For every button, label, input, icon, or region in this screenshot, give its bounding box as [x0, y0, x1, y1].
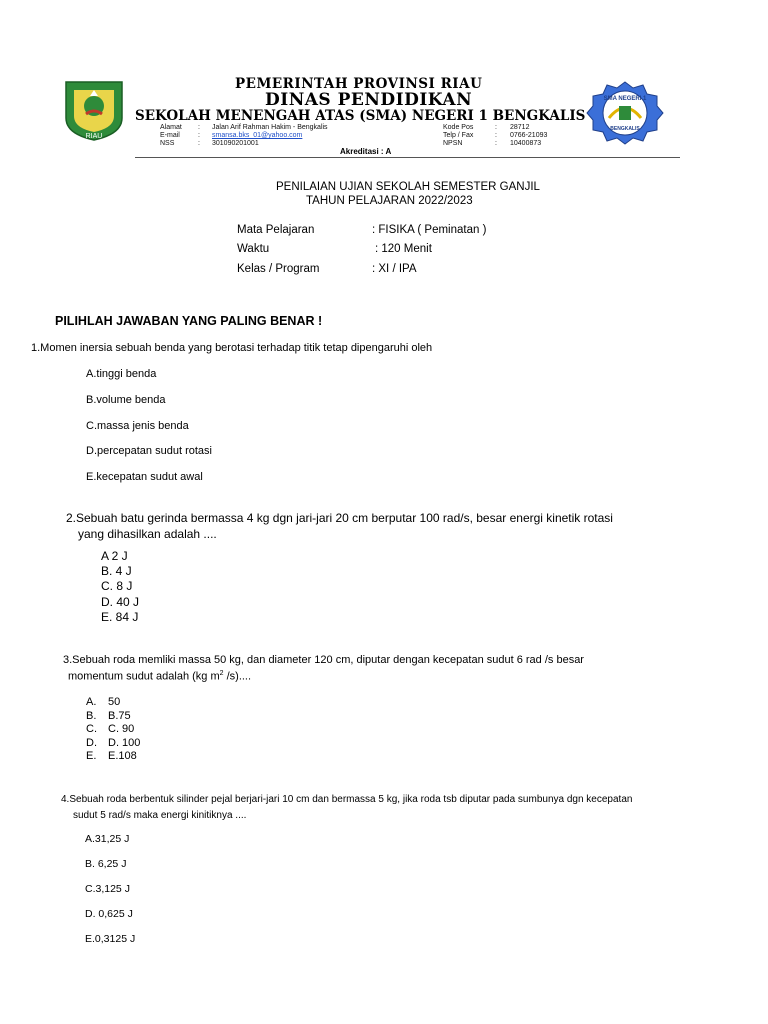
option-letter: E. [86, 750, 97, 762]
telp-label: Telp / Fax [443, 132, 474, 139]
question-text-cont: yang dihasilkan adalah .... [78, 527, 217, 541]
answer-option[interactable] [86, 723, 134, 735]
nss-value: 301090201001 [212, 140, 259, 147]
alamat-value: Jalan Arif Rahman Hakim - Bengkalis [212, 124, 328, 131]
option-value: C. 90 [108, 723, 135, 735]
answer-option[interactable] [86, 696, 120, 708]
npsn-label: NPSN [443, 140, 463, 147]
answer-option[interactable]: B. 4 J [101, 564, 132, 578]
alamat-colon: : [198, 124, 200, 131]
npsn-value: 10400873 [510, 140, 542, 147]
question-text: 2.Sebuah batu gerinda bermassa 4 kg dgn jari-jari 20 cm berputar 100 rad/s, besar energi kinetik rotasi [66, 511, 613, 525]
alamat-label: Alamat [160, 124, 182, 131]
answer-option[interactable]: E. 84 J [101, 610, 139, 624]
question-text: 3.Sebuah roda memliki massa 50 kg, dan diameter 120 cm, diputar dengan kecepatan sudut 6 rad /s besar [63, 654, 584, 666]
kodepos-value: 28712 [510, 124, 530, 131]
kodepos-colon: : [495, 124, 497, 131]
option-letter: B. [86, 710, 97, 722]
answer-option[interactable]: B.volume benda [86, 394, 166, 406]
option-letter: C. [86, 723, 97, 735]
letterhead-line1: PEMERINTAH PROVINSI RIAU [235, 76, 483, 92]
exam-title-1: PENILAIAN UJIAN SEKOLAH SEMESTER GANJIL [276, 181, 540, 193]
answer-option[interactable]: E.0,3125 J [85, 933, 136, 945]
option-letter: D. [86, 737, 97, 749]
answer-option[interactable]: A 2 J [101, 549, 128, 563]
email-colon: : [198, 132, 200, 139]
answer-option[interactable]: D.percepatan sudut rotasi [86, 445, 212, 457]
option-letter: A. [86, 696, 97, 708]
letterhead-rule [135, 157, 680, 158]
telp-colon: : [495, 132, 497, 139]
waktu-value: : 120 Menit [375, 243, 432, 255]
answer-option[interactable]: C.massa jenis benda [86, 420, 189, 432]
question-text-cont [68, 670, 251, 683]
question-text-tail: /s).... [223, 670, 252, 683]
option-value: 50 [108, 696, 121, 708]
nss-label: NSS [160, 140, 175, 147]
telp-value: 0766-21093 [510, 132, 548, 139]
answer-option[interactable]: D. 0,625 J [85, 908, 133, 920]
question-text: 1.Momen inersia sebuah benda yang berotasi terhadap titik tetap dipengaruhi oleh [31, 342, 433, 354]
option-value: B.75 [108, 710, 131, 722]
kelas-label: Kelas / Program [237, 263, 320, 275]
answer-option[interactable]: E.kecepatan sudut awal [86, 471, 203, 483]
answer-option[interactable] [86, 750, 137, 762]
answer-option[interactable]: C.3,125 J [85, 883, 130, 895]
waktu-label: Waktu [237, 243, 270, 255]
email-label: E-mail [160, 132, 180, 139]
option-value: E.108 [108, 750, 137, 762]
answer-option[interactable]: A.tinggi benda [86, 368, 157, 380]
npsn-colon: : [495, 140, 497, 147]
mapel-label: Mata Pelajaran [237, 224, 315, 236]
email-link[interactable]: smansa.bks_01@yahoo.com [212, 132, 303, 139]
school-badge-top-text: SMA NEGERI 1 [603, 96, 647, 102]
question-text-main: momentum sudut adalah (kg m [68, 670, 220, 683]
letterhead-line2: DINAS PENDIDIKAN [265, 90, 473, 110]
letterhead-line3: SEKOLAH MENENGAH ATAS (SMA) NEGERI 1 BENGKALIS [135, 108, 586, 124]
riau-emblem-icon [60, 78, 128, 142]
superscript: 2 [219, 670, 224, 677]
option-value: D. 100 [108, 737, 141, 749]
question-text-cont: sudut 5 rad/s maka energi kinitiknya .... [73, 810, 247, 821]
akreditasi: Akreditasi : A [340, 147, 392, 156]
kelas-value: : XI / IPA [372, 263, 417, 275]
school-badge-icon [585, 80, 665, 146]
answer-option[interactable]: C. 8 J [101, 579, 133, 593]
answer-option[interactable]: B. 6,25 J [85, 858, 127, 870]
kodepos-label: Kode Pos [443, 124, 474, 131]
instruction-heading: PILIHLAH JAWABAN YANG PALING BENAR ! [55, 314, 323, 328]
question-text: 4.Sebuah roda berbentuk silinder pejal berjari-jari 10 cm dan bermassa 5 kg, jika roda tsb diputar pada sumbunya dgn kecepatan [61, 794, 633, 805]
answer-option[interactable] [86, 737, 140, 749]
answer-option[interactable]: D. 40 J [101, 595, 140, 609]
answer-option[interactable] [86, 710, 131, 722]
nss-colon: : [198, 140, 200, 147]
school-badge-bottom-text: BENGKALIS [610, 126, 640, 132]
riau-emblem-text: RIAU [85, 133, 103, 140]
answer-option[interactable]: A.31,25 J [85, 833, 130, 845]
exam-title-2: TAHUN PELAJARAN 2022/2023 [306, 195, 473, 207]
mapel-value: : FISIKA ( Peminatan ) [372, 224, 487, 236]
